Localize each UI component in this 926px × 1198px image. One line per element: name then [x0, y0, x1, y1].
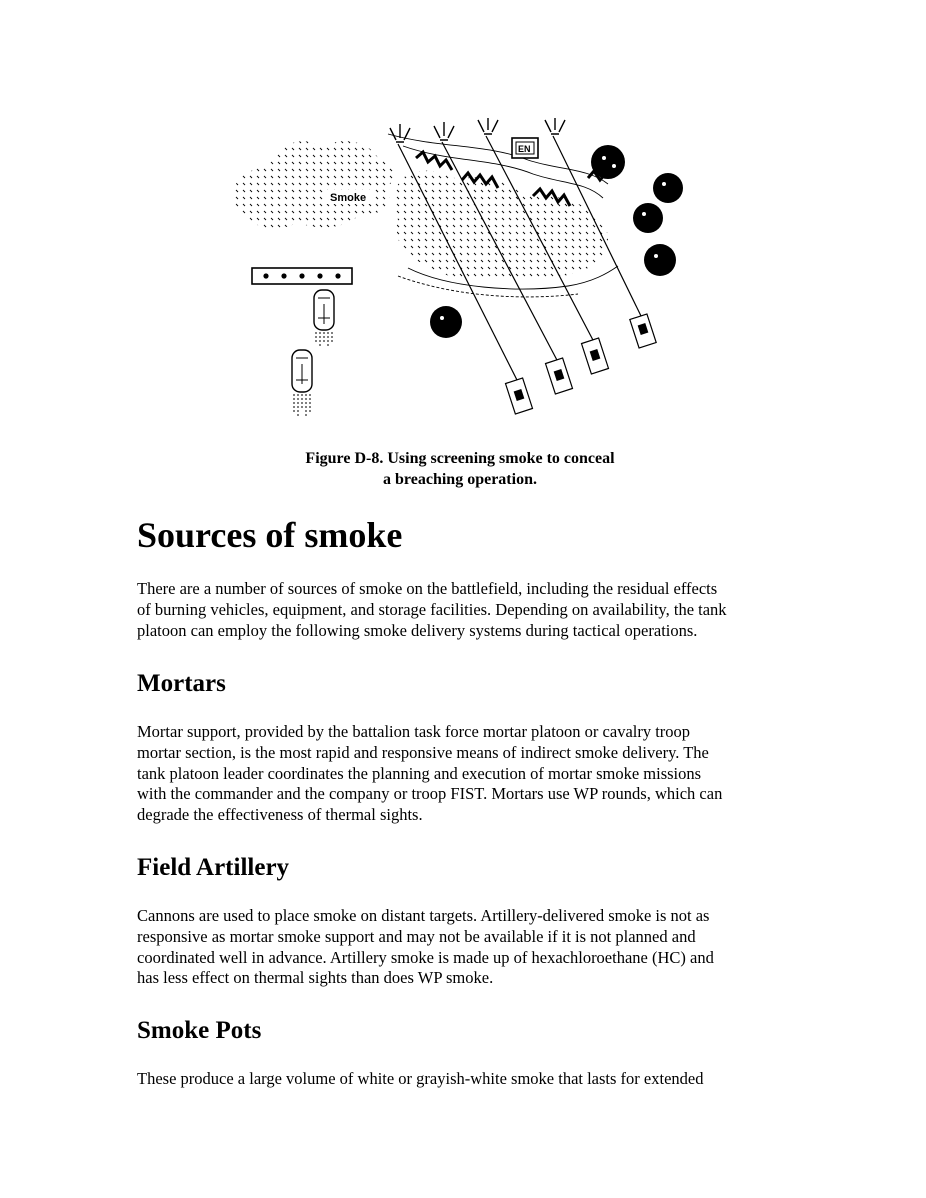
section-heading-smoke-pots: Smoke Pots	[137, 1017, 262, 1044]
text-line: with the commander and the company or troop FIST. Mortars use WP rounds, which can	[137, 784, 723, 804]
smoke-pots-paragraph	[137, 1069, 797, 1090]
text-line: These produce a large volume of white or grayish-white smoke that lasts for extended	[137, 1069, 704, 1088]
page-title: Sources of smoke	[137, 515, 403, 555]
text-line: platoon can employ the following smoke delivery systems during tactical operations.	[137, 620, 698, 640]
tank-icon	[505, 314, 656, 414]
enemy-label: EN	[518, 144, 531, 154]
intro-paragraph	[137, 579, 797, 641]
text-line: Mortar support, provided by the battalion task force mortar platoon or cavalry troop	[137, 722, 691, 741]
text-line: mortar section, is the most rapid and responsive means of indirect smoke delivery. The	[137, 742, 709, 762]
text-line: Cannons are used to place smoke on distant targets. Artillery-delivered smoke is not as	[137, 906, 710, 925]
text-line: of burning vehicles, equipment, and storage facilities. Depending on availability, the tank	[137, 599, 727, 619]
figure-caption	[200, 448, 720, 490]
smoke-label: Smoke	[330, 192, 367, 204]
smoke-cloud-left	[234, 141, 394, 228]
section-heading-field-artillery: Field Artillery	[137, 854, 290, 881]
text-line: degrade the effectiveness of thermal sights.	[137, 805, 423, 825]
breaching-smoke-figure	[228, 118, 698, 428]
section-heading-mortars: Mortars	[137, 670, 226, 697]
smoke-cloud-right	[393, 171, 608, 280]
caption-line: a breaching operation.	[383, 471, 537, 488]
field-artillery-paragraph	[137, 906, 797, 989]
caption-line: Figure D-8. Using screening smoke to conceal	[305, 450, 615, 467]
text-line: coordinated well in advance. Artillery smoke is made up of hexachloroethane (HC) and	[137, 947, 714, 967]
text-line: There are a number of sources of smoke on the battlefield, including the residual effects	[137, 579, 718, 598]
text-line: has less effect on thermal sights than does WP smoke.	[137, 968, 494, 988]
mortars-paragraph	[137, 722, 797, 826]
figure-diagram	[228, 118, 698, 428]
text-line: responsive as mortar smoke support and may not be available if it is not planned and	[137, 926, 696, 946]
text-line: tank platoon leader coordinates the planning and execution of mortar smoke missions	[137, 763, 702, 783]
